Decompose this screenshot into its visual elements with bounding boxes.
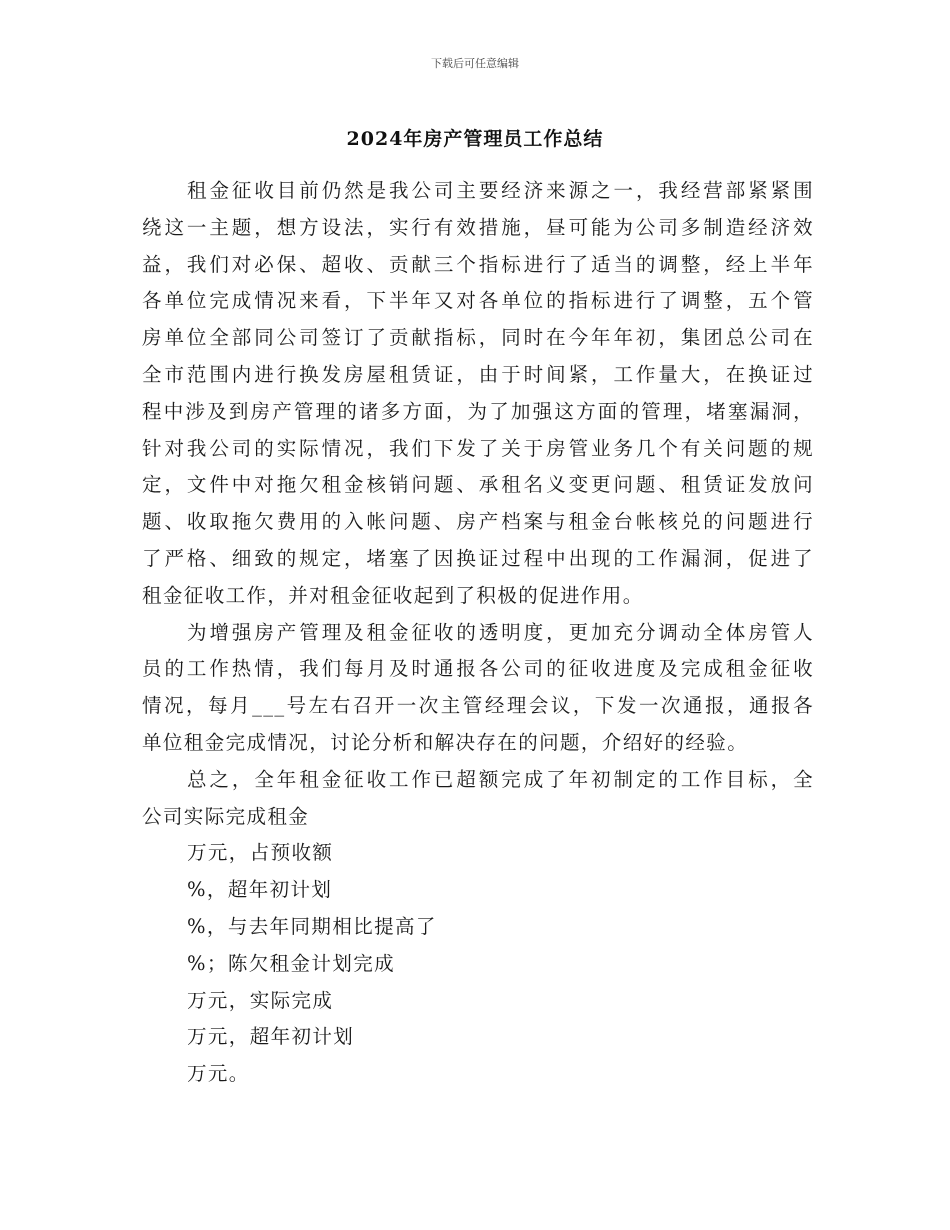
paragraph-line: %，与去年同期相比提高了 — [187, 914, 437, 938]
paragraph-line: 房单位全部同公司签订了贡献指标，同时在今年年初，集团总公司在 — [142, 326, 814, 350]
paragraph-line: 万元，超年初计划 — [187, 1025, 355, 1049]
paragraph-line: 公司实际完成租金 — [142, 804, 310, 828]
paragraph-line: 为增强房产管理及租金征收的透明度，更加充分调动全体房管人 — [187, 620, 814, 644]
paragraph-line: 总之，全年租金征收工作已超额完成了年初制定的工作目标，全 — [187, 767, 814, 791]
paragraph-line: 了严格、细致的规定，堵塞了因换证过程中出现的工作漏洞，促进了 — [142, 546, 814, 570]
document-body — [142, 173, 814, 1093]
paragraph-line: %；陈欠租金计划完成 — [187, 951, 396, 975]
paragraph-line: 各单位完成情况来看，下半年又对各单位的指标进行了调整，五个管 — [142, 289, 814, 313]
paragraph-line: 定，文件中对拖欠租金核销问题、承租名义变更问题、租赁证发放问 — [142, 473, 814, 497]
header-note: 下载后可任意编辑 — [431, 57, 519, 70]
paragraph-line: %，超年初计划 — [187, 878, 333, 902]
paragraph-line: 员的工作热情，我们每月及时通报各公司的征收进度及完成租金征收 — [142, 657, 814, 681]
paragraph-line: 全市范围内进行换发房屋租赁证，由于时间紧，工作量大，在换证过 — [142, 362, 814, 386]
paragraph-line: 租金征收目前仍然是我公司主要经济来源之一，我经营部紧紧围 — [187, 179, 814, 202]
paragraph-line: 题、收取拖欠费用的入帐问题、房产档案与租金台帐核兑的问题进行 — [142, 510, 814, 534]
document-title: 2024年房产管理员工作总结 — [346, 128, 604, 150]
paragraph-line: 万元，实际完成 — [187, 988, 334, 1012]
paragraph-line: 租金征收工作，并对租金征收起到了积极的促进作用。 — [142, 583, 644, 607]
paragraph-line: 情况，每月___号左右召开一次主管经理会议，下发一次通报，通报各 — [142, 694, 814, 718]
paragraph-line: 万元。 — [187, 1062, 250, 1086]
paragraph-line: 万元，占预收额 — [187, 841, 334, 865]
paragraph-line: 程中涉及到房产管理的诸多方面，为了加强这方面的管理，堵塞漏洞， — [142, 399, 814, 423]
paragraph-line: 针对我公司的实际情况，我们下发了关于房管业务几个有关问题的规 — [142, 436, 814, 460]
paragraph-line: 益，我们对必保、超收、贡献三个指标进行了适当的调整，经上半年 — [142, 252, 814, 276]
paragraph-line: 单位租金完成情况，讨论分析和解决存在的问题，介绍好的经验。 — [142, 730, 749, 754]
paragraph-line: 绕这一主题，想方设法，实行有效措施，昼可能为公司多制造经济效 — [142, 215, 814, 239]
